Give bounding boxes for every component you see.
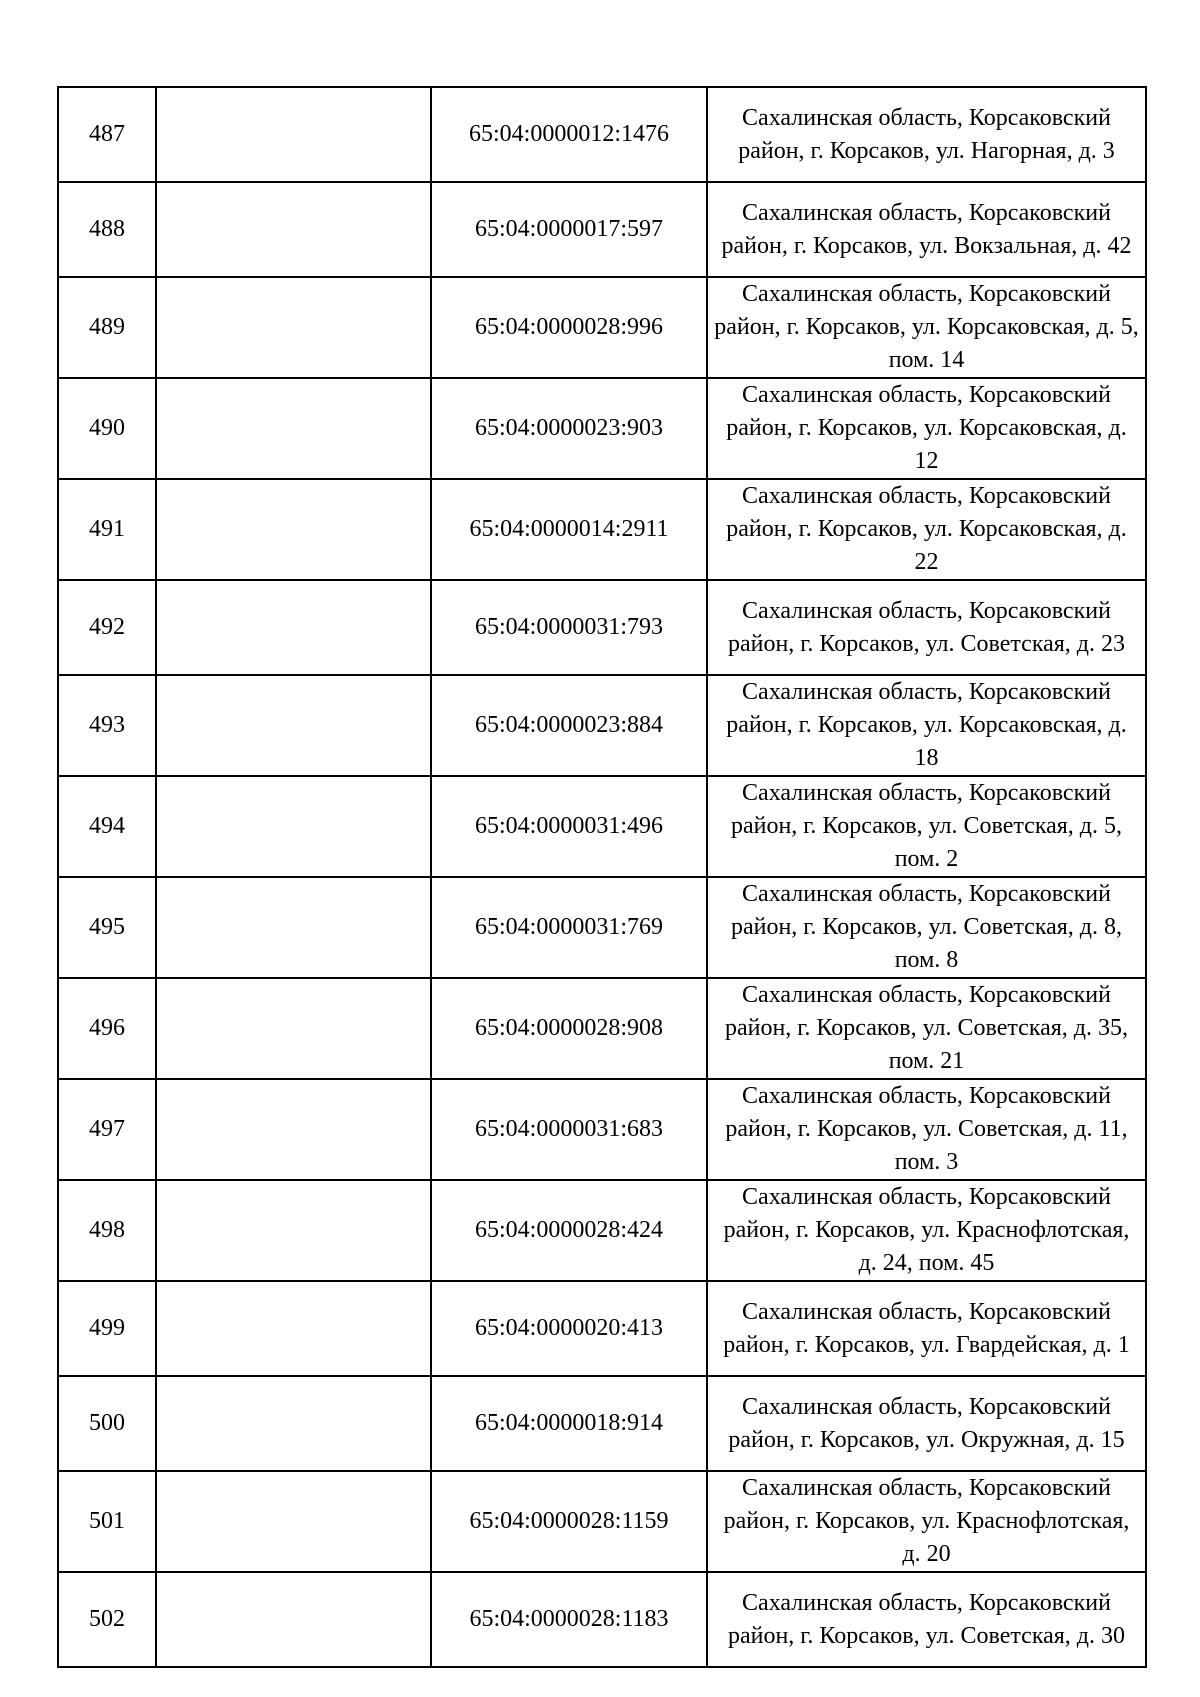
row-number-cell: 500 [58,1376,156,1471]
table-row [58,479,1146,580]
cadastral-number-cell: 65:04:0000023:884 [431,675,707,776]
row-number-cell: 499 [58,1281,156,1376]
address-cell: Сахалинская область, Корсаковский район, г. Корсаков, ул. Корсаковская, д. 5, пом. 14 [707,277,1146,378]
object-name-cell [156,978,431,1079]
object-name-cell [156,1180,431,1281]
cadastral-number-cell: 65:04:0000031:793 [431,580,707,675]
table-row [58,580,1146,675]
property-table [57,86,1147,1668]
table-row [58,1376,1146,1471]
row-number-cell: 501 [58,1471,156,1572]
row-number-cell: 498 [58,1180,156,1281]
address-cell: Сахалинская область, Корсаковский район, г. Корсаков, ул. Окружная, д. 15 [707,1376,1146,1471]
address-cell: Сахалинская область, Корсаковский район, г. Корсаков, ул. Краснофлотская, д. 24, пом. 45 [707,1180,1146,1281]
table-row [58,182,1146,277]
object-name-cell [156,277,431,378]
cadastral-number-cell: 65:04:0000023:903 [431,378,707,479]
table-row [58,776,1146,877]
object-name-cell [156,1572,431,1667]
row-number-cell: 502 [58,1572,156,1667]
object-name-cell [156,1079,431,1180]
row-number-cell: 488 [58,182,156,277]
cadastral-number-cell: 65:04:0000014:2911 [431,479,707,580]
row-number-cell: 490 [58,378,156,479]
address-cell: Сахалинская область, Корсаковский район, г. Корсаков, ул. Советская, д. 30 [707,1572,1146,1667]
object-name-cell [156,675,431,776]
cadastral-number-cell: 65:04:0000020:413 [431,1281,707,1376]
table-row [58,87,1146,182]
object-name-cell [156,776,431,877]
cadastral-number-cell: 65:04:0000031:769 [431,877,707,978]
table-row [58,675,1146,776]
table-row [58,1281,1146,1376]
row-number-cell: 493 [58,675,156,776]
table-row [58,1079,1146,1180]
cadastral-number-cell: 65:04:0000028:996 [431,277,707,378]
table-row [58,1572,1146,1667]
row-number-cell: 489 [58,277,156,378]
address-cell: Сахалинская область, Корсаковский район, г. Корсаков, ул. Гвардейская, д. 1 [707,1281,1146,1376]
cadastral-number-cell: 65:04:0000031:496 [431,776,707,877]
object-name-cell [156,580,431,675]
row-number-cell: 487 [58,87,156,182]
object-name-cell [156,1471,431,1572]
address-cell: Сахалинская область, Корсаковский район, г. Корсаков, ул. Корсаковская, д. 22 [707,479,1146,580]
table-row [58,1180,1146,1281]
table-row [58,877,1146,978]
object-name-cell [156,479,431,580]
address-cell: Сахалинская область, Корсаковский район, г. Корсаков, ул. Вокзальная, д. 42 [707,182,1146,277]
cadastral-number-cell: 65:04:0000018:914 [431,1376,707,1471]
address-cell: Сахалинская область, Корсаковский район, г. Корсаков, ул. Советская, д. 11, пом. 3 [707,1079,1146,1180]
row-number-cell: 497 [58,1079,156,1180]
address-cell: Сахалинская область, Корсаковский район, г. Корсаков, ул. Краснофлотская, д. 20 [707,1471,1146,1572]
row-number-cell: 495 [58,877,156,978]
cadastral-number-cell: 65:04:0000017:597 [431,182,707,277]
cadastral-number-cell: 65:04:0000031:683 [431,1079,707,1180]
row-number-cell: 491 [58,479,156,580]
table-row [58,1471,1146,1572]
object-name-cell [156,1281,431,1376]
table-row [58,277,1146,378]
object-name-cell [156,87,431,182]
address-cell: Сахалинская область, Корсаковский район, г. Корсаков, ул. Корсаковская, д. 12 [707,378,1146,479]
address-cell: Сахалинская область, Корсаковский район, г. Корсаков, ул. Советская, д. 23 [707,580,1146,675]
address-cell: Сахалинская область, Корсаковский район, г. Корсаков, ул. Советская, д. 35, пом. 21 [707,978,1146,1079]
table-body [58,87,1146,1667]
address-cell: Сахалинская область, Корсаковский район, г. Корсаков, ул. Советская, д. 5, пом. 2 [707,776,1146,877]
address-cell: Сахалинская область, Корсаковский район, г. Корсаков, ул. Корсаковская, д. 18 [707,675,1146,776]
table-row [58,978,1146,1079]
row-number-cell: 496 [58,978,156,1079]
object-name-cell [156,182,431,277]
address-cell: Сахалинская область, Корсаковский район, г. Корсаков, ул. Советская, д. 8, пом. 8 [707,877,1146,978]
cadastral-number-cell: 65:04:0000012:1476 [431,87,707,182]
object-name-cell [156,378,431,479]
table-row [58,378,1146,479]
object-name-cell [156,877,431,978]
row-number-cell: 494 [58,776,156,877]
object-name-cell [156,1376,431,1471]
row-number-cell: 492 [58,580,156,675]
cadastral-number-cell: 65:04:0000028:424 [431,1180,707,1281]
cadastral-number-cell: 65:04:0000028:908 [431,978,707,1079]
address-cell: Сахалинская область, Корсаковский район, г. Корсаков, ул. Нагорная, д. 3 [707,87,1146,182]
cadastral-number-cell: 65:04:0000028:1159 [431,1471,707,1572]
cadastral-number-cell: 65:04:0000028:1183 [431,1572,707,1667]
